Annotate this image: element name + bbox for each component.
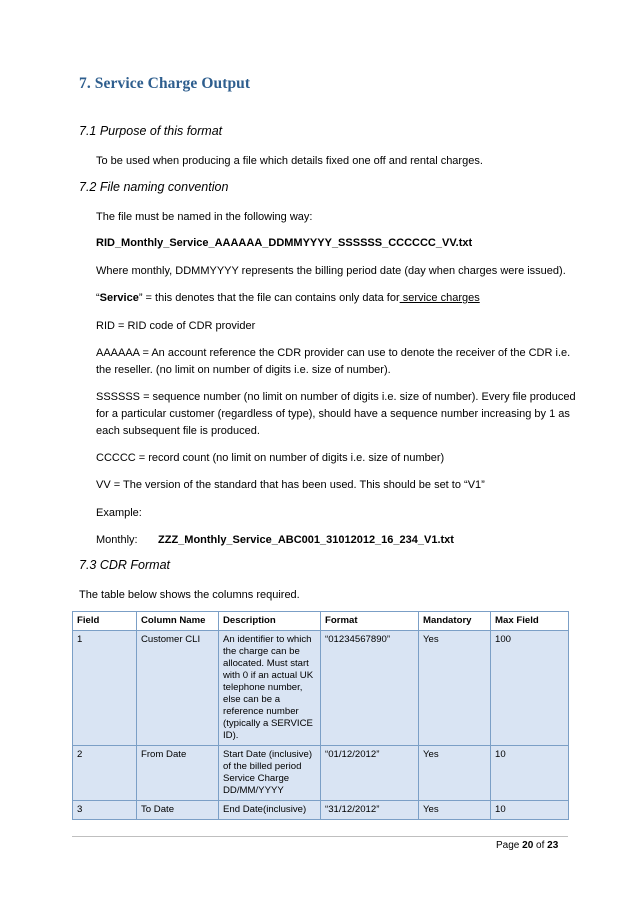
service-word: Service (99, 292, 139, 304)
cell-field: 1 (73, 631, 137, 746)
cccccc-definition: CCCCC = record count (no limit on number of digits i.e. size of number) (96, 452, 445, 464)
rid-definition: RID = RID code of CDR provider (96, 320, 256, 332)
ssssss-definition-line2: for a particular customer (regardless of type), should have a sequence number increasing by 1 as (96, 408, 570, 420)
aaaaaa-definition-line1: AAAAAA = An account reference the CDR provider can use to denote the receiver of the CDR i.e. (96, 347, 571, 359)
ssssss-definition-line1: SSSSSS = sequence number (no limit on number of digits i.e. size of number). Every file produced (96, 391, 576, 403)
header-format: Format (321, 612, 419, 631)
cell-format: “01234567890” (321, 631, 419, 746)
cdr-format-table (72, 611, 569, 820)
header-description: Description (219, 612, 321, 631)
header-field: Field (73, 612, 137, 631)
cell-format: “01/12/2012” (321, 746, 419, 801)
table-header-row (73, 612, 569, 631)
section-heading: 7. Service Charge Output (79, 75, 251, 92)
naming-where: Where monthly, DDMMYYYY represents the billing period date (day when charges were issued). (96, 265, 566, 277)
page-current: 20 (522, 840, 534, 851)
subsection-purpose-title: 7.1 Purpose of this format (79, 124, 223, 138)
cell-mandatory: Yes (419, 746, 491, 801)
subsection-cdr-title: 7.3 CDR Format (79, 558, 170, 572)
cdr-intro: The table below shows the columns required. (79, 589, 300, 601)
cell-max-field: 100 (491, 631, 569, 746)
cell-column-name: Customer CLI (137, 631, 219, 746)
cell-format: “31/12/2012” (321, 801, 419, 820)
example-label: Example: (96, 507, 142, 519)
page-of: of (533, 840, 548, 851)
page-number (496, 840, 558, 851)
table-row (73, 631, 569, 746)
cell-mandatory: Yes (419, 801, 491, 820)
page-prefix: Page (496, 840, 523, 851)
cell-column-name: To Date (137, 801, 219, 820)
table-row (73, 746, 569, 801)
header-mandatory: Mandatory (419, 612, 491, 631)
page-total: 23 (547, 840, 559, 851)
cell-description: End Date(inclusive) (219, 801, 321, 820)
cell-max-field: 10 (491, 746, 569, 801)
cell-description: Start Date (inclusive) of the billed period Service Charge DD/MM/YYYY (219, 746, 321, 801)
cell-field: 2 (73, 746, 137, 801)
naming-intro: The file must be named in the following way: (96, 211, 313, 223)
table-row (73, 801, 569, 820)
aaaaaa-definition-line2: the reseller. (no limit on number of digits i.e. size of number). (96, 364, 391, 376)
naming-pattern: RID_Monthly_Service_AAAAAA_DDMMYYYY_SSSSSS_CCCCCC_VV.txt (96, 237, 473, 249)
purpose-text: To be used when producing a file which details fixed one off and rental charges. (96, 155, 483, 167)
service-mid: ” = this denotes that the file can contains only data for (138, 292, 400, 304)
service-tail: service charges (399, 292, 480, 304)
monthly-example: ZZZ_Monthly_Service_ABC001_31012012_16_234_V1.txt (158, 534, 454, 546)
ssssss-definition-line3: each subsequent file is produced. (96, 425, 260, 437)
footer-divider (72, 836, 568, 837)
header-column-name: Column Name (137, 612, 219, 631)
service-open-quote: “ (96, 292, 100, 304)
header-max-field: Max Field (491, 612, 569, 631)
subsection-naming-title: 7.2 File naming convention (79, 180, 229, 194)
cell-column-name: From Date (137, 746, 219, 801)
cell-max-field: 10 (491, 801, 569, 820)
vv-definition: VV = The version of the standard that has been used. This should be set to “V1” (96, 479, 485, 491)
monthly-label: Monthly: (96, 534, 138, 546)
cell-description: An identifier to which the charge can be allocated. Must start with 0 if an actual UK telephone number, else can be a reference number (typically a SERVICE ID). (219, 631, 321, 746)
service-definition (96, 290, 480, 306)
cell-mandatory: Yes (419, 631, 491, 746)
cell-field: 3 (73, 801, 137, 820)
